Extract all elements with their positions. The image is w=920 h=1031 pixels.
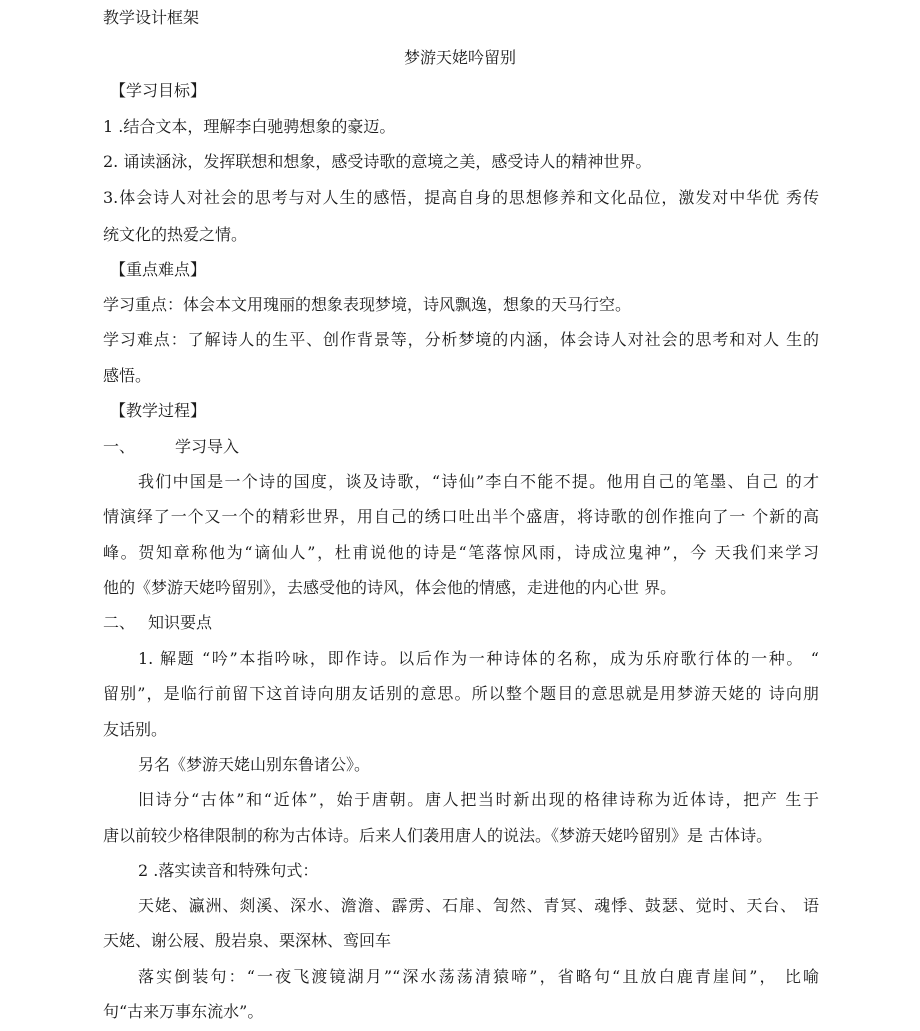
- section-2-number: 二、: [103, 613, 136, 632]
- difficulty-line: 学习难点：了解诗人的生平、创作背景等，分析梦境的内涵，体会诗人对社会的思考和对人 生的: [103, 330, 819, 349]
- words-line-2: 天姥、谢公屐、殷岩泉、栗深林、鸾回车: [103, 931, 392, 950]
- knowledge-1b-line-2: 唐以前较少格律限制的称为古体诗。后来人们袭用唐人的说法。《梦游天姥吟留别》是 古体诗。: [103, 826, 773, 845]
- goal-item-1: 1 .结合文本，理解李白驰骋想象的豪迈。: [103, 117, 396, 136]
- intro-line-2: 情演绎了一个又一个的精彩世界，用自己的绣口吐出半个盛唐，将诗歌的创作推向了一 个新的高: [103, 507, 819, 526]
- intro-line-4: 他的《梦游天姥吟留别》，去感受他的诗风，体会他的情感，走进他的内心世 界。: [103, 578, 677, 597]
- section-1-title: 学习导入: [175, 437, 240, 456]
- knowledge-1b-line-1: 旧诗分“古体”和“近体”，始于唐朝。唐人把当时新出现的格律诗称为近体诗，把产 生于: [138, 790, 819, 809]
- goals-heading: 【学习目标】: [110, 81, 207, 100]
- keypoints-heading: 【重点难点】: [110, 260, 207, 279]
- knowledge-1-line-3: 友话别。: [103, 720, 168, 739]
- doc-header: 教学设计框架: [103, 8, 200, 27]
- process-heading: 【教学过程】: [110, 401, 207, 420]
- difficulty-line-cont: 感悟。: [103, 366, 152, 385]
- knowledge-2-heading: 2 .落实读音和特殊句式：: [138, 861, 319, 880]
- focus-line: 学习重点：体会本文用瑰丽的想象表现梦境，诗风飘逸，想象的天马行空。: [103, 295, 632, 314]
- section-2-heading: [103, 611, 819, 635]
- knowledge-1-line-1: 1. 解题 “吟”本指吟咏，即作诗。以后作为一种诗体的名称，成为乐府歌行体的一种。 “: [138, 649, 819, 668]
- words-line-1: 天姥、瀛洲、剡溪、深水、澹澹、霹雳、石扉、訇然、青冥、魂悸、鼓瑟、觉时、天台、 语: [138, 896, 819, 915]
- syntax-line-2: 句“古来万事东流水”。: [103, 1002, 264, 1021]
- intro-line-1: 我们中国是一个诗的国度，谈及诗歌，“诗仙”李白不能不提。他用自己的笔墨、自己 的才: [138, 472, 819, 491]
- alias-line: 另名《梦游天姥山别东鲁诸公》。: [138, 755, 371, 774]
- knowledge-1-line-2: 留别”，是临行前留下这首诗向朋友话别的意思。所以整个题目的意思就是用梦游天姥的 诗向朋: [103, 684, 819, 703]
- intro-line-3: 峰。贺知章称他为“谪仙人”，杜甫说他的诗是“笔落惊风雨，诗成泣鬼神”，今 天我们来学习: [103, 543, 819, 562]
- syntax-line-1: 落实倒装句：“一夜飞渡镜湖月”“深水荡荡清猿啼”，省略句“且放白鹿青崖间”， 比喻: [138, 967, 819, 986]
- goal-item-2: 2. 诵读涵泳，发挥联想和想象，感受诗歌的意境之美，感受诗人的精神世界。: [103, 152, 652, 171]
- section-1-heading: [103, 435, 819, 459]
- section-2-title: 知识要点: [148, 613, 213, 632]
- page-title: 梦游天姥吟留别: [403, 48, 516, 67]
- goal-item-3: 3.体会诗人对社会的思考与对人生的感悟，提高自身的思想修养和文化品位，激发对中华优 秀传: [103, 188, 819, 207]
- goal-item-3-cont: 统文化的热爱之情。: [103, 225, 248, 244]
- section-1-number: 一、: [103, 437, 136, 456]
